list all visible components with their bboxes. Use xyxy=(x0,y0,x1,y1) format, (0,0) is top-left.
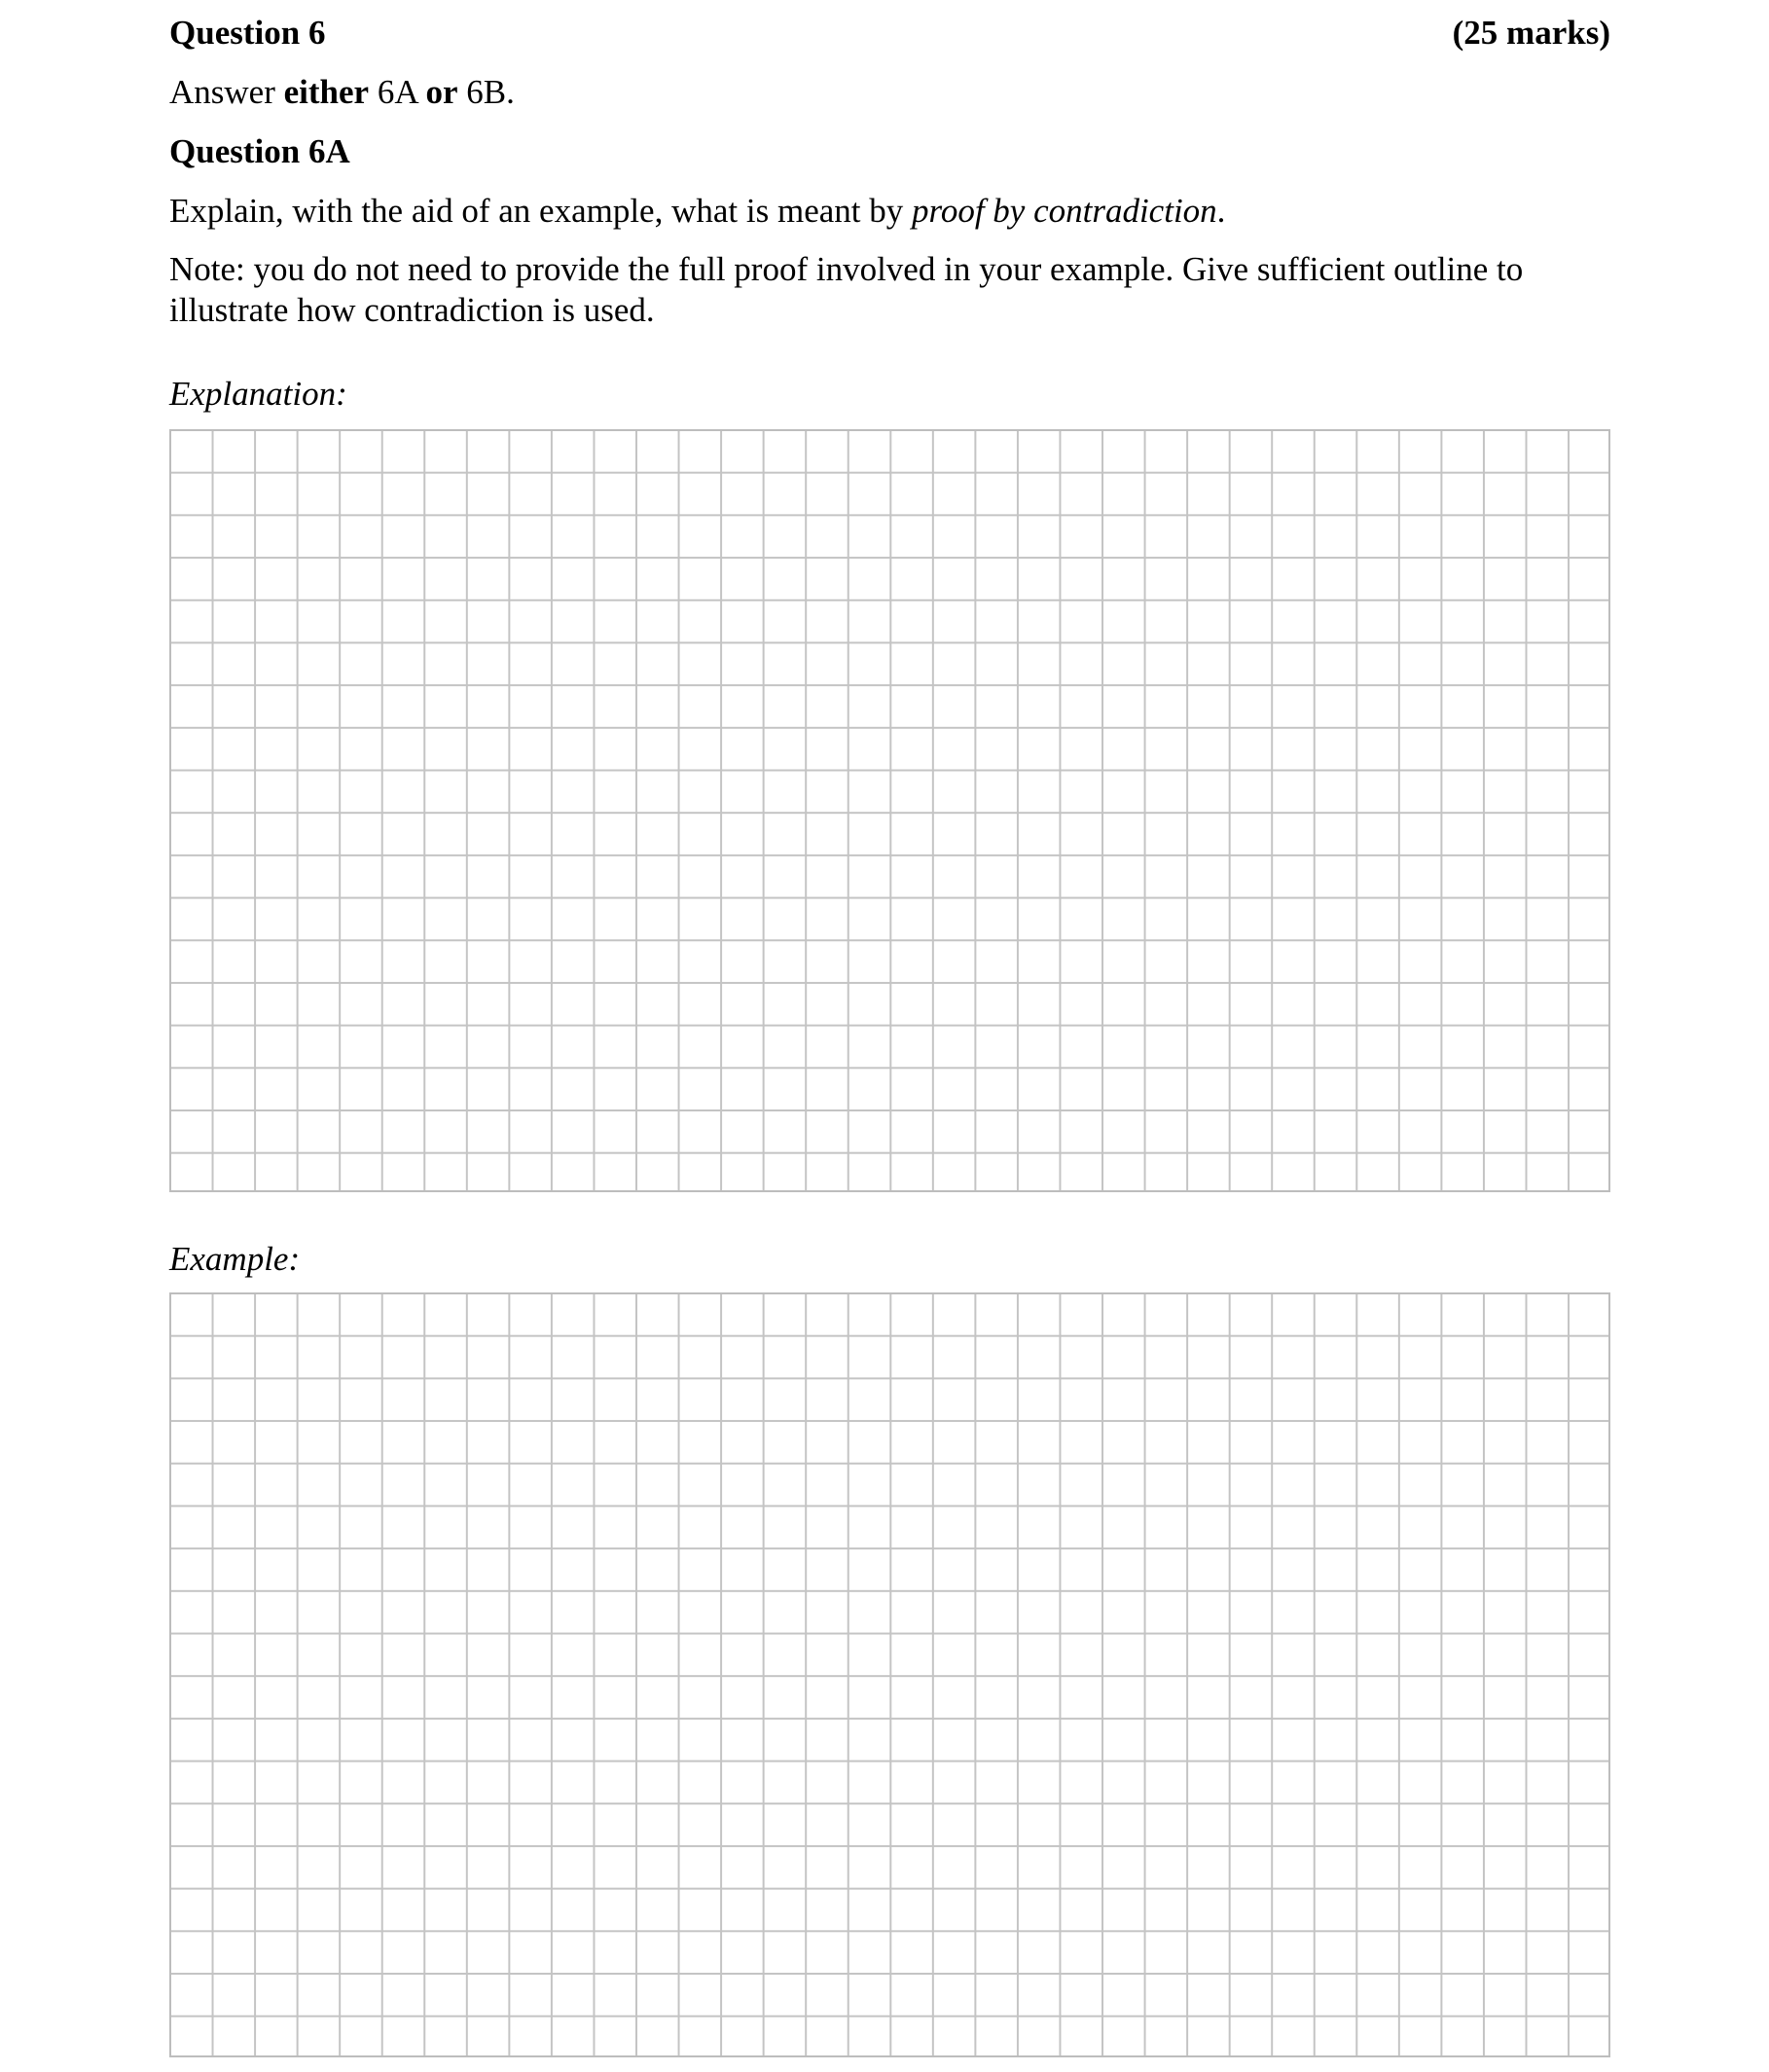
question-marks: (25 marks) xyxy=(1452,14,1610,52)
example-label: Example: xyxy=(169,1240,301,1278)
question-title: Question 6 xyxy=(169,14,326,52)
instruction-part-a: 6A xyxy=(369,73,426,111)
subquestion-title: Question 6A xyxy=(169,132,350,170)
instruction-prefix: Answer xyxy=(169,73,284,111)
example-answer-grid[interactable] xyxy=(169,1292,1610,2057)
prompt-end: . xyxy=(1216,192,1226,230)
question-note: Note: you do not need to provide the full proof involved in your example. Give sufficient outline to illustrate how contradiction is used. xyxy=(169,250,1524,329)
explanation-label: Explanation: xyxy=(169,375,347,413)
instruction-or: or xyxy=(425,73,458,111)
question-heading xyxy=(169,12,1610,55)
instruction-either: either xyxy=(283,73,370,111)
question-prompt xyxy=(169,190,1225,233)
answer-instruction xyxy=(169,71,515,114)
prompt-term: proof by contradiction xyxy=(912,192,1217,230)
prompt-text: Explain, with the aid of an example, what is meant by xyxy=(169,192,912,230)
explanation-answer-grid[interactable] xyxy=(169,429,1610,1192)
instruction-part-b: 6B. xyxy=(457,73,515,111)
